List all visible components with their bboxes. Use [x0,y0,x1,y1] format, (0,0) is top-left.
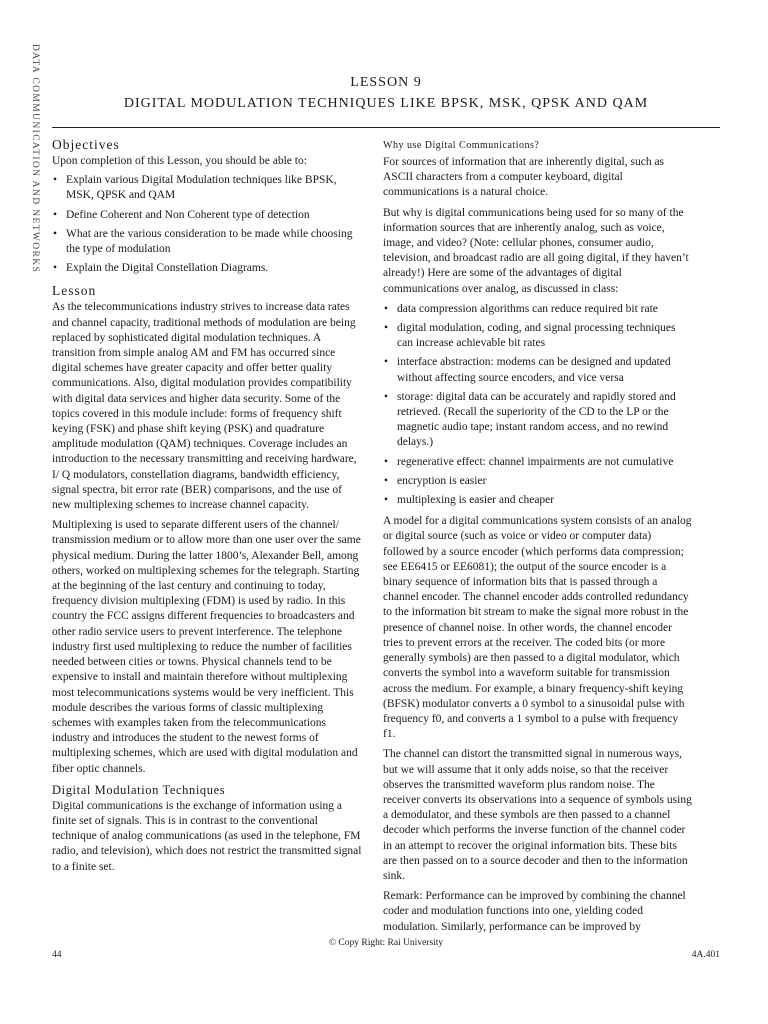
lesson-paragraph-2: Multiplexing is used to separate different users of the channel/ transmission medium or to allow more than one user over the same physical medium. During the latter 1800’s, Alexander Bell, among others, worked on multiplexing schemes for the telegraph. Starting at the beginning of the last century and continuing to today, frequency division multiplexing (FDM) is used by radio. In this country the FCC assigns different frequencies to broadcasters and other radio service users to prevent interference. The telephone industry first used multiplexing to reduce the number of facilities needed between cities or towns. Physical channels tend to be expensive to install and maintain therefore without multiplexing most telecommunications systems would be very inefficient. This module describes the various forms of classic multiplexing schemes with examples taken from the telecommunications industry and introduces the student to the newest forms of multiplexing schemes, which are used with digital modulation and fiber optic channels. [52,519,361,775]
side-running-title: DATA COMMUNICATION AND NETWORKS [30,44,40,274]
channel-paragraph: The channel can distort the transmitted signal in numerous ways, but we will assume that it only adds noise, so that the receiver observes the transmitted waveform plus random noise. The receiver converts its observations into a sequence of symbols using a demodulator, and these symbols are then passed to a channel decoder which performs the inverse function of the channel coder in an attempt to recover the original information bits. These bits are then passed on to a source decoder and then to the information sink. [383,748,692,882]
bullet-icon: • [53,227,58,240]
objective-item: • Define Coherent and Non Coherent type of detection [52,208,362,223]
advantage-item: • interface abstraction: modems can be designed and updated without affecting source encoders, and vice versa [384,356,671,384]
lesson-paragraph-1: As the telecommunications industry strives to increase data rates and channel capacity, traditional methods of modulation are being replaced by sophisticated digital modulation techniques. A transition from simple analog AM and FM has occurred since digital schemes have greater capacity and offer better quality communications. Also, digital modulation provides compatibility with digital data services and higher data security. Some of the topics covered in this module include: forms of frequency shift keying (FSK) and phase shift keying (PSK) and quadrature amplitude modulation (QAM) techniques. Coverage includes an introduction to the necessary transmitting and receiving hardware, I/ Q modulators, constellation diagrams, bandwidth efficiency, signal spectra, bit error rate (BER) comparisons, and the use of new multiplexing schemes to increase channel capacity. [52,301,357,512]
objective-item: • Explain the Digital Constellation Diagrams. [52,261,362,276]
bullet-icon: • [384,494,389,507]
copyright: © Copy Right: Rai University [328,938,444,948]
bullet-icon: • [384,322,389,335]
lesson-heading: Lesson [52,283,97,299]
bullet-icon: • [53,208,58,221]
lesson-header [52,74,720,113]
advantage-item: • data compression algorithms can reduce required bit rate [383,302,693,317]
bullet-icon: • [384,356,389,369]
remark-paragraph [383,889,693,935]
lesson-title: DIGITAL MODULATION TECHNIQUES LIKE BPSK, MSK, QPSK AND QAM [123,96,649,111]
lesson-number: LESSON 9 [350,75,422,90]
digital-modulation-paragraph: Digital communications is the exchange of information using a finite set of signals. This is in contrast to the conventional technique of analog communications (as used in the telephone, FM radio, and television), which does not restrict the transmitted signal to a finite set. [52,799,362,873]
advantages-list [383,302,693,508]
remark-label: Remark: [383,890,423,903]
model-paragraph: A model for a digital communications system consists of an analog or digital source (such as voice or video or computer data) followed by a source encoder (which performs data compression; see EE6415 or EE6081); the output of the source encoder is a binary sequence of information bits that is passed through a channel encoder. The channel encoder adds controlled redundancy to the information bit stream to make the signal more robust in the presence of channel noise. In other words, the channel encoder tries to prevent errors at the receiver. The coded bits (or more generally symbols) are then passed to a digital modulator, which converts the symbol into a waveform suitable for transmission across the medium. For example, a binary frequency-shift keying (BFSK) modulator converts a 0 symbol to a sinusoidal pulse with frequency f0, and converts a 1 symbol to a pulse with frequency f1. [383,515,692,741]
course-code: 4A.401 [691,950,720,960]
objectives-heading: Objectives [52,137,120,152]
bullet-icon: • [53,174,58,187]
remark-text: Performance can be improved by combining the channel coder and modulation functions into one, yielding coded modulation. Similarly, performance can be improved by [383,890,686,933]
page-number: 44 [52,950,62,960]
advantage-item: • storage: digital data can be accurately and rapidly stored and retrieved. (Recall the superiority of the CD to the LP or the magnetic audio tape; instant random access, and no rewind delays.) [384,390,676,449]
objective-item: • What are the various consideration to be made while choosing the type of modulation [53,227,353,256]
bullet-icon: • [53,262,58,275]
objective-item: • Explain various Digital Modulation techniques like BPSK, MSK, QPSK and QAM [53,174,337,202]
advantage-item: • encryption is easier [383,474,693,489]
right-column [383,136,693,940]
objectives-intro: Upon completion of this Lesson, you should be able to: [52,155,307,167]
advantage-item: • multiplexing is easier and cheaper [383,493,693,508]
bullet-icon: • [384,390,389,403]
left-column [52,136,362,880]
advantage-item: • regenerative effect: channel impairments are not cumulative [383,455,693,470]
why-paragraph-2: But why is digital communications being used for so many of the information sources that are inherently analog, such as voice, image, and video? (Note: cellular phones, consumer audio, television, and broadcast radio are all going digital, if they haven’t already!) Here are some of the advantages of digital communications over analog, as discussed in class: [383,206,689,295]
advantage-item: • digital modulation, coding, and signal processing techniques can increase achievable bit rates [384,322,676,350]
digital-modulation-heading: Digital Modulation Techniques [52,782,226,797]
bullet-icon: • [384,302,389,315]
bullet-icon: • [384,474,389,487]
objectives-list [52,173,362,276]
bullet-icon: • [384,455,389,468]
why-digital-heading: Why use Digital Communications? [383,140,540,151]
header-divider [52,127,720,128]
why-paragraph-1: For sources of information that are inherently digital, such as ASCII characters from a computer keyboard, digital communications is a natural choice. [383,156,665,199]
